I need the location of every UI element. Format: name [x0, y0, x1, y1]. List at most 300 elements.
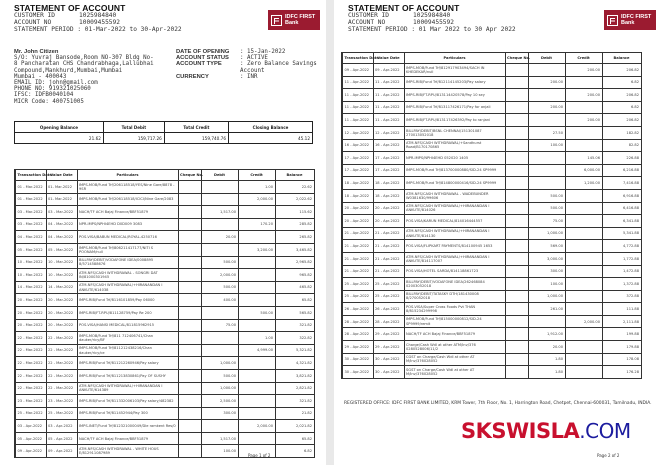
cell-particulars: IMPS-MOB/Fund Trf/206118518/ICICI/Nine Gare/2083 — [77, 193, 178, 206]
transactions-table — [341, 52, 642, 379]
cell-value-date: 22 - Mar-2022 — [46, 357, 77, 370]
table-row — [342, 64, 641, 77]
cell-debit — [201, 243, 238, 256]
cell-balance: 182.82 — [602, 126, 641, 139]
cell-transaction-date: 21 - Apr-2022 — [342, 252, 373, 265]
table-row — [342, 126, 641, 139]
cell-particulars: IMPS-RIB/Fund Trf/8116101859/Pay 06000 — [77, 294, 178, 307]
cell-cheque-no — [505, 252, 528, 265]
account-status-label: ACCOUNT STATUS — [176, 55, 229, 62]
cell-transaction-date: 05 - Mar-2022 — [15, 243, 46, 256]
cell-balance: 5,321.82 — [275, 344, 314, 357]
cell-debit: 400.00 — [201, 294, 238, 307]
table-row — [342, 341, 641, 354]
cell-cheque-no — [178, 357, 201, 370]
cell-transaction-date: 22 - Mar-2022 — [15, 357, 46, 370]
cell-credit: 200.00 — [565, 64, 602, 77]
micr-value: 400751005 — [52, 98, 84, 105]
cell-particulars: IMPS-RIB/Fund Trf/811212260946/Pay salary — [77, 357, 178, 370]
cell-debit — [201, 332, 238, 345]
cell-balance: 115.62 — [275, 206, 314, 219]
table-row — [342, 152, 641, 165]
cell-value-date: 12 - Apr-2022 — [373, 126, 404, 139]
cell-debit: 500.00 — [528, 202, 565, 215]
cell-credit — [565, 240, 602, 253]
cell-value-date: 28 - Apr-2022 — [373, 315, 404, 328]
cell-credit — [565, 189, 602, 202]
cell-cheque-no — [178, 281, 201, 294]
cell-debit — [201, 218, 238, 231]
cell-value-date: 01- Mar-2022 — [46, 181, 77, 194]
cell-cheque-no — [505, 240, 528, 253]
cell-credit — [238, 294, 275, 307]
cell-transaction-date: 28 - Apr-2022 — [342, 315, 373, 328]
statement-title: STATEMENT OF ACCOUNT — [348, 3, 460, 13]
cell-debit: 200.00 — [528, 76, 565, 89]
cell-cheque-no — [505, 341, 528, 354]
table-row — [342, 202, 641, 215]
cell-credit — [565, 290, 602, 303]
cell-cheque-no — [505, 89, 528, 102]
micr-label: MICR Code: — [14, 98, 49, 105]
cell-debit: 500.00 — [528, 189, 565, 202]
cell-particulars: NACH/TF ACH Bajaj Finance/BBF51879 — [404, 328, 505, 341]
table-row — [15, 319, 314, 332]
watermark-part1: SKSWISLA — [461, 419, 580, 443]
cell-cheque-no — [178, 332, 201, 345]
cell-credit — [238, 395, 275, 408]
cell-cheque-no — [178, 407, 201, 420]
cell-credit — [238, 231, 275, 244]
bank-name-line1: IDFC FIRST — [621, 14, 652, 20]
table-row — [15, 382, 314, 395]
cell-particulars: IMPS-RIB/Fund Trf/813117426171/Pay for anjali — [404, 101, 505, 114]
cell-credit — [238, 256, 275, 269]
account-type-label: ACCOUNT TYPE — [176, 61, 222, 68]
cell-cheque-no — [505, 315, 528, 328]
statement-period-value: 01-Mar-2022 to 30-Apr-2022 — [84, 25, 182, 33]
cell-transaction-date: 28 - Apr-2022 — [342, 328, 373, 341]
cell-particulars: ATM-NFS/CASH WITHDRAWAL/+HIRANANDAN I ANKUTE/814130 — [404, 227, 505, 240]
table-row — [15, 344, 314, 357]
cell-value-date: 22 - Mar-2022 — [46, 382, 77, 395]
cell-cheque-no — [178, 243, 201, 256]
cell-debit: 500.00 — [201, 281, 238, 294]
cell-cheque-no — [178, 218, 201, 231]
cell-transaction-date: 09 - Apr-2022 — [342, 64, 373, 77]
cell-transaction-date: 20 - Apr-2022 — [342, 202, 373, 215]
cell-balance: 7,416.88 — [602, 177, 641, 190]
cell-value-date: 20 - Apr-2022 — [373, 202, 404, 215]
cell-particulars: IMPS-RIB/Fund Trf/811452944/Pay 300 — [77, 407, 178, 420]
transactions-table — [14, 169, 315, 458]
cell-debit — [201, 306, 238, 319]
table-row — [342, 177, 641, 190]
cell-debit — [201, 193, 238, 206]
cell-cheque-no — [178, 382, 201, 395]
cell-transaction-date: 21 - Apr-2022 — [342, 240, 373, 253]
account-no-label: ACCOUNT NO — [348, 18, 386, 26]
cell-particulars: IMPS-MOB/Fund Trf/815000000812/SID-24 SP9999/remit — [404, 315, 505, 328]
cell-debit: 500.00 — [201, 369, 238, 382]
cell-credit — [565, 341, 602, 354]
cell-balance: 285.82 — [275, 218, 314, 231]
account-identifiers — [14, 13, 182, 33]
table-row — [342, 227, 641, 240]
watermark-part2: .COM — [579, 419, 631, 443]
cell-debit: 20.00 — [201, 231, 238, 244]
cell-transaction-date: 01 - Mar-2022 — [15, 181, 46, 194]
cell-debit: 1,517.00 — [201, 206, 238, 219]
cell-debit: 100.00 — [528, 139, 565, 152]
cell-cheque-no — [178, 420, 201, 433]
cell-transaction-date: 23 - Mar-2022 — [15, 395, 46, 408]
cell-cheque-no — [505, 164, 528, 177]
cell-debit: 1,912.00 — [528, 328, 565, 341]
cell-transaction-date: 21 - Apr-2022 — [342, 227, 373, 240]
cell-balance: 2,021.82 — [275, 420, 314, 433]
cell-credit — [565, 278, 602, 291]
cell-debit: 100.00 — [201, 445, 238, 458]
account-no-value: 10009455592 — [413, 18, 454, 26]
cell-balance: 565.82 — [275, 306, 314, 319]
cell-credit — [238, 357, 275, 370]
cell-balance: 226.88 — [602, 152, 641, 165]
table-row — [15, 369, 314, 382]
cell-transaction-date: 11 - Apr-2022 — [342, 89, 373, 102]
cell-debit: 75.00 — [528, 215, 565, 228]
cell-cheque-no — [178, 294, 201, 307]
cell-value-date: 10 - Mar-2022 — [46, 269, 77, 282]
column-header-value-date: Value Date — [46, 170, 77, 181]
email-value: john@gmail.com — [48, 80, 98, 87]
cell-value-date: 20 - Mar-2022 — [46, 294, 77, 307]
account-no-label: ACCOUNT NO — [14, 18, 52, 26]
cell-credit: 170.20 — [238, 218, 275, 231]
cell-value-date: 21 - Apr-2022 — [373, 240, 404, 253]
column-header-cheque-no: Cheque No. — [178, 170, 201, 181]
cell-value-date: 11 - Apr-2022 — [373, 114, 404, 127]
cell-debit: 27.50 — [528, 126, 565, 139]
cell-transaction-date: 11 - Apr-2022 — [342, 114, 373, 127]
cell-balance: 4,321.82 — [275, 357, 314, 370]
total-debit: 159,717.26 — [103, 133, 164, 144]
table-row — [342, 328, 641, 341]
cell-transaction-date: 11 - Apr-2022 — [342, 101, 373, 114]
cell-debit: 3,000.00 — [528, 252, 565, 265]
account-no-value: 10009455592 — [79, 18, 120, 26]
customer-id-label: CUSTOMER ID — [14, 12, 55, 19]
cell-value-date: 30 - Apr-2022 — [373, 353, 404, 366]
cell-balance: 178.08 — [602, 353, 641, 366]
summary-header: Total Debit — [103, 122, 164, 133]
customer-id-value: 1025984840 — [413, 12, 451, 19]
cell-transaction-date: 04 - Mar-2022 — [15, 231, 46, 244]
cell-value-date: 25 - Mar-2022 — [46, 407, 77, 420]
table-row — [15, 432, 314, 445]
column-header-particulars: Particulars — [77, 170, 178, 181]
cell-balance: 965.82 — [275, 269, 314, 282]
cell-balance: 6.82 — [602, 76, 641, 89]
cell-cheque-no — [178, 445, 201, 458]
cell-value-date: 01- Mar-2022 — [46, 193, 77, 206]
cell-transaction-date: 22 - Mar-2022 — [15, 382, 46, 395]
cell-transaction-date: 01 - Mar-2022 — [15, 193, 46, 206]
cell-transaction-date: 30 - Apr-2022 — [342, 353, 373, 366]
cell-transaction-date: 03 - Mar-2022 — [15, 206, 46, 219]
cell-credit — [565, 366, 602, 379]
cell-credit — [565, 101, 602, 114]
cell-credit — [565, 265, 602, 278]
table-row — [15, 193, 314, 206]
cell-value-date: 16 - Apr-2022 — [373, 139, 404, 152]
cell-credit — [238, 206, 275, 219]
cell-cheque-no — [178, 319, 201, 332]
cell-transaction-date: 20 - Mar-2022 — [15, 306, 46, 319]
cell-credit: 1.00 — [238, 181, 275, 194]
table-row — [342, 76, 641, 89]
cell-cheque-no — [178, 256, 201, 269]
cell-debit: 1,517.00 — [201, 432, 238, 445]
column-header-balance: Balance — [275, 170, 314, 181]
cell-transaction-date: 05 - Apr-2022 — [15, 432, 46, 445]
cell-value-date: 21 - Apr-2022 — [373, 265, 404, 278]
cell-debit: 569.00 — [528, 240, 565, 253]
cell-value-date: 03 - Apr-2022 — [46, 420, 77, 433]
cell-balance: 65.82 — [275, 432, 314, 445]
bank-logo — [604, 10, 656, 30]
cell-particulars: POS-VISA/Super Cross Foods Pvt THAN 8/815234299998 — [404, 303, 505, 316]
cell-balance: 321.82 — [275, 319, 314, 332]
table-row — [342, 189, 641, 202]
cell-balance: 176.28 — [602, 366, 641, 379]
page-number: Page 1 of 2 — [248, 453, 271, 458]
table-row — [15, 231, 314, 244]
cell-transaction-date: 12 - Apr-2022 — [342, 126, 373, 139]
cell-particulars: NACH/TF ACH Bajaj Finance/BBF51879 — [77, 206, 178, 219]
cell-credit — [565, 126, 602, 139]
cell-balance: 372.88 — [602, 290, 641, 303]
cell-credit — [565, 328, 602, 341]
cell-transaction-date: 17 - Apr-2022 — [342, 164, 373, 177]
cell-value-date: 21 - Apr-2022 — [373, 252, 404, 265]
cell-cheque-no — [505, 290, 528, 303]
currency-label: CURRENCY — [176, 73, 209, 80]
table-row — [342, 215, 641, 228]
cell-debit — [528, 315, 565, 328]
cell-value-date: 25 - Apr-2022 — [373, 290, 404, 303]
cell-credit: 200.00 — [565, 89, 602, 102]
cell-balance: 1,472.88 — [602, 265, 641, 278]
cell-balance: 2,022.62 — [275, 193, 314, 206]
cell-transaction-date: 10 - Mar-2022 — [15, 256, 46, 269]
cell-credit — [565, 215, 602, 228]
cell-debit — [528, 164, 565, 177]
customer-address-block — [14, 49, 174, 105]
cell-value-date: 22 - Mar-2022 — [46, 344, 77, 357]
cell-transaction-date: 03 - Mar-2022 — [15, 218, 46, 231]
cell-particulars: Charge/Cash Wdl at other ATM/Inv/376 0280528006/11/2 — [404, 341, 505, 354]
cell-balance: 2,965.82 — [275, 256, 314, 269]
address-line: Compound,Mankhurd,Mumbai,Mumbai — [14, 67, 123, 74]
cell-debit — [528, 177, 565, 190]
cell-credit — [565, 252, 602, 265]
cell-value-date: 29 - Apr-2022 — [373, 328, 404, 341]
table-row — [342, 252, 641, 265]
bank-name-line1: IDFC FIRST — [285, 14, 316, 20]
address-line: Mumbai - 400043 — [14, 73, 67, 80]
cell-particulars: BILLPAY/DEBIT/TATASKY DTH/181430008 8/270052018 — [404, 290, 505, 303]
cell-cheque-no — [505, 303, 528, 316]
cell-value-date: 20 - Apr-2022 — [373, 215, 404, 228]
cell-debit: 100.00 — [528, 278, 565, 291]
cell-credit — [238, 432, 275, 445]
summary-header: Total Credit — [164, 122, 228, 133]
cell-balance: 82.82 — [602, 139, 641, 152]
cell-cheque-no — [505, 139, 528, 152]
cell-particulars: IMPS-RIB/Fund Trf/811332006103/Pay salary/482382 — [77, 395, 178, 408]
table-row — [342, 101, 641, 114]
statement-period-label: STATEMENT PERIOD : — [348, 25, 416, 33]
cell-transaction-date: 18 - Apr-2022 — [342, 189, 373, 202]
cell-value-date: 18 - Apr-2022 — [373, 189, 404, 202]
bank-name-line2: Bank — [621, 20, 635, 26]
email-label: EMAIL ID: — [14, 80, 46, 87]
cell-transaction-date: 18 - Apr-2022 — [342, 177, 373, 190]
cell-cheque-no — [178, 369, 201, 382]
date-of-opening-value: : 15-Jan-2022 — [240, 49, 286, 55]
cell-balance: 265.82 — [275, 231, 314, 244]
cell-credit — [238, 382, 275, 395]
phone-value: 919321025060 — [48, 86, 91, 93]
summary-header: Closing Balance — [229, 122, 313, 133]
cell-credit — [565, 353, 602, 366]
table-row — [342, 164, 641, 177]
table-row — [15, 256, 314, 269]
cell-transaction-date: 17 - Apr-2022 — [342, 152, 373, 165]
cell-balance: 321.82 — [275, 395, 314, 408]
cell-credit: 6,000.00 — [565, 164, 602, 177]
cell-debit: 1,000.00 — [201, 382, 238, 395]
cell-credit: 2,000.00 — [565, 315, 602, 328]
ifsc-value: IDFB0040104 — [34, 92, 74, 99]
address-line: 8 Pancharatan CHS Chandrabhaga,Lallubhai — [14, 61, 154, 68]
cell-cheque-no — [505, 328, 528, 341]
table-row — [342, 290, 641, 303]
cell-balance: 6,216.88 — [602, 164, 641, 177]
cell-particulars: NPR-IMPS/NPHI4EHD 052020 1405 — [404, 152, 505, 165]
bank-name-line2: Bank — [285, 20, 299, 26]
cell-transaction-date: 20 - Mar-2022 — [15, 294, 46, 307]
cell-value-date: 18 - Apr-2022 — [373, 177, 404, 190]
account-info-block — [176, 49, 320, 80]
cell-balance: 179.88 — [602, 341, 641, 354]
cell-credit — [565, 303, 602, 316]
cell-credit: 145.06 — [565, 152, 602, 165]
opening-balance: 21.62 — [15, 133, 104, 144]
idfc-logo-icon — [607, 15, 618, 26]
cell-debit: 200.00 — [528, 101, 565, 114]
table-row — [15, 407, 314, 420]
table-row — [15, 181, 314, 194]
cell-debit: 300.00 — [528, 265, 565, 278]
statement-title: STATEMENT OF ACCOUNT — [14, 3, 126, 13]
cell-transaction-date: 26 - Apr-2022 — [342, 303, 373, 316]
column-header-value-date: Value Date — [373, 53, 404, 64]
cell-credit — [238, 369, 275, 382]
cell-credit: 200.00 — [565, 114, 602, 127]
cell-value-date: 22 - Mar-2022 — [46, 369, 77, 382]
table-row — [15, 306, 314, 319]
cell-particulars: IMPS-MOB/Fund Trf/812917903494/SACH IN KHEDEKAR/null — [404, 64, 505, 77]
date-of-opening-label: DATE OF OPENING — [176, 49, 230, 55]
customer-id-label: CUSTOMER ID — [348, 12, 389, 19]
cell-balance: 322.82 — [275, 332, 314, 345]
statement-page-2 — [334, 0, 662, 465]
currency-value: : INR — [240, 73, 258, 80]
table-row — [15, 206, 314, 219]
balance-summary-table — [14, 121, 313, 144]
cell-credit: 1,200.00 — [565, 177, 602, 190]
cell-particulars: BILLPAY/DEBIT/VODAFONE IDEA/262468084 02003052018 — [404, 278, 505, 291]
cell-value-date: 20 - Mar-2022 — [46, 306, 77, 319]
cell-particulars: IMPS-MOB/Fund Trf/811 712406741/Chan dauker/ricy/BF — [77, 332, 178, 345]
cell-credit: 500.00 — [238, 306, 275, 319]
idfc-logo-icon — [271, 15, 282, 26]
cell-particulars: BILLPAY/DEBIT/VODAFONE IDEA/0008895 8/5714588676 — [77, 256, 178, 269]
cell-value-date: 29 - Apr-2022 — [373, 341, 404, 354]
closing-balance: 45.12 — [229, 133, 313, 144]
cell-particulars: IMPS-RIB/FT-RPU/813117426392/Pay to ranjani — [404, 114, 505, 127]
cell-value-date: 21 - Apr-2022 — [373, 227, 404, 240]
cell-balance: 65.82 — [275, 294, 314, 307]
table-row — [342, 89, 641, 102]
cell-balance: 6.82 — [602, 101, 641, 114]
cell-particulars: IMPS-RIB/Fund Trf/811213830861/Pay OF SUSHY — [77, 369, 178, 382]
cell-value-date: 09 - Apr-2022 — [46, 445, 77, 458]
cell-balance: 6,341.88 — [602, 215, 641, 228]
bank-logo — [268, 10, 320, 30]
statement-page-1 — [0, 0, 326, 465]
cell-particulars: ATM-NFS/CASH WITHDRAWAL/+Sandhurst Road/B170170865 — [404, 139, 505, 152]
cell-particulars: POS-VISA/HOTEL SARDA/814118861723 — [404, 265, 505, 278]
cell-debit: 1,000.00 — [201, 357, 238, 370]
cell-particulars: POS-VISA/KARUN MEDICAL/814016444557 — [404, 215, 505, 228]
column-header-debit: Debit — [201, 170, 238, 181]
table-row — [15, 395, 314, 408]
cell-debit: 261.00 — [528, 303, 565, 316]
cell-debit — [201, 420, 238, 433]
customer-name: Mr. John Citizen — [14, 49, 59, 55]
cell-value-date: 30 - Apr-2022 — [373, 366, 404, 379]
cell-balance: 111.88 — [602, 303, 641, 316]
column-header-debit: Debit — [528, 53, 565, 64]
cell-particulars: POS-VISA/HANSI MEDICAL/811815962915 — [77, 319, 178, 332]
cell-particulars: NPR-IMPS/NPHI4EHD D0D009 3083 — [77, 218, 178, 231]
cell-particulars: ATM-NFS/CASH WITHDRAWAL - WADEBUNDER W0381630/99606 — [404, 189, 505, 202]
cell-particulars: POS-VISA/BABUN MEDICAL/ROYAL-4250716 — [77, 231, 178, 244]
cell-value-date: 04 - Mar-2022 — [46, 218, 77, 231]
cell-debit: 2,500.00 — [201, 395, 238, 408]
cell-credit: 2,000.00 — [238, 193, 275, 206]
cell-particulars: IMPS-RIB/FT-RPU/811128759/Pay Re 200 — [77, 306, 178, 319]
phone-label: PHONE NO: — [14, 86, 46, 93]
column-header-particulars: Particulars — [404, 53, 505, 64]
table-header-row — [342, 53, 641, 64]
cell-value-date: 05 - Apr-2022 — [46, 432, 77, 445]
cell-particulars: IMPS-MOB/Fund Trf/813700000880/SID-24 SP9999 — [404, 164, 505, 177]
cell-transaction-date: 25 - Apr-2022 — [342, 290, 373, 303]
